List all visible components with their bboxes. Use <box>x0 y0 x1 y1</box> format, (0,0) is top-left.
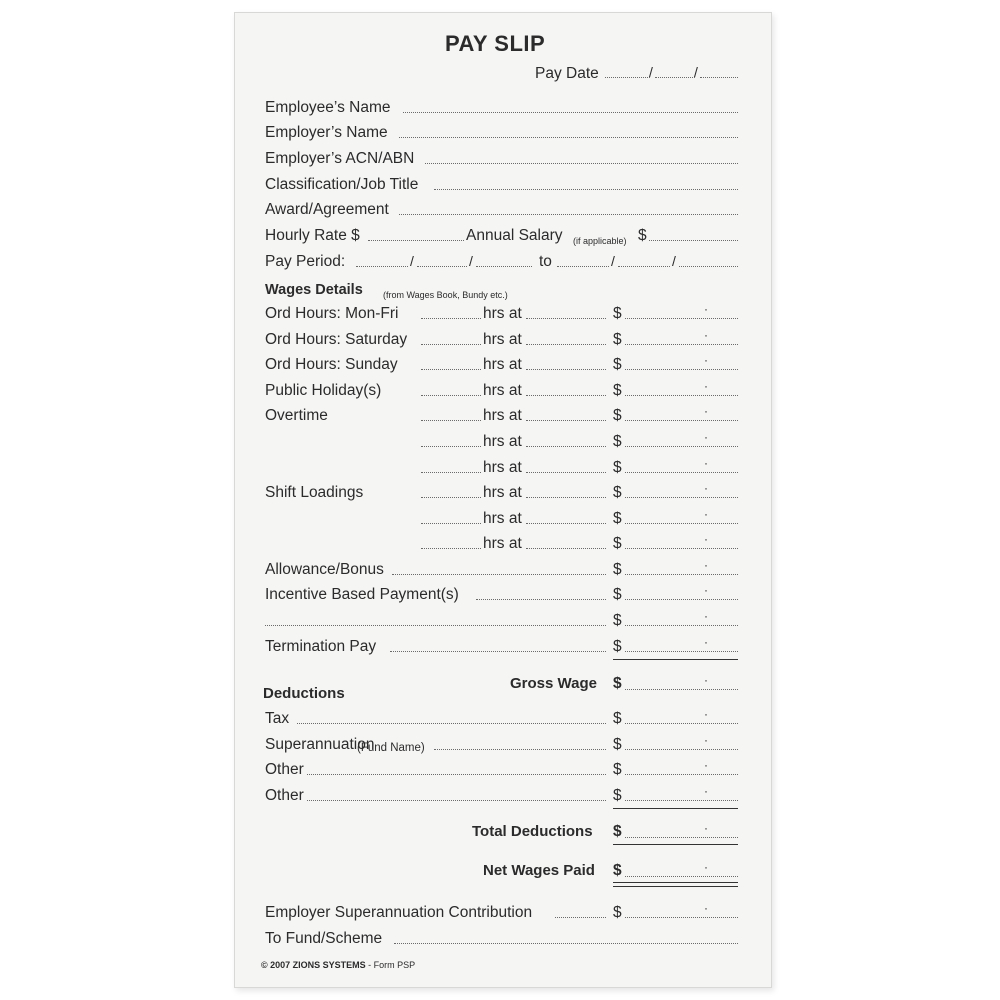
decimal-point: · <box>704 609 708 623</box>
net-wages-label: Net Wages Paid <box>483 862 595 879</box>
gross-wage-amount-field[interactable] <box>625 689 738 690</box>
other-description-field[interactable] <box>307 800 606 801</box>
wages-details-note: (from Wages Book, Bundy etc.) <box>383 290 508 300</box>
termination-label: Termination Pay <box>265 638 377 655</box>
award-label: Award/Agreement <box>265 201 389 218</box>
total-deductions-amount-field[interactable] <box>625 837 738 838</box>
wage-row-hours-field[interactable] <box>421 344 481 345</box>
pay-period-end-month[interactable] <box>618 266 670 267</box>
net-wages-double-rule <box>613 886 738 887</box>
decimal-point: · <box>704 821 708 835</box>
other-label: Other <box>265 761 304 778</box>
award-field[interactable] <box>399 214 738 215</box>
allowance-amount-field[interactable] <box>625 574 738 575</box>
wage-row-hours-field[interactable] <box>421 472 481 473</box>
pay-date-label: Pay Date <box>535 65 599 82</box>
decimal-point: · <box>704 404 708 418</box>
dollar-sign: $ <box>613 433 622 450</box>
wage-row-hours-field[interactable] <box>421 548 481 549</box>
wage-row-amount-field[interactable] <box>625 548 738 549</box>
decimal-point: · <box>704 758 708 772</box>
super-amount-field[interactable] <box>625 749 738 750</box>
to-label: to <box>539 253 552 270</box>
dollar-sign: $ <box>638 227 647 244</box>
annual-salary-field[interactable] <box>649 240 738 241</box>
dollar-sign: $ <box>613 510 622 527</box>
incentive-amount-field[interactable] <box>625 599 738 600</box>
wage-row-rate-field[interactable] <box>526 318 606 319</box>
wage-row-rate-field[interactable] <box>526 420 606 421</box>
wage-row-amount-field[interactable] <box>625 369 738 370</box>
fund-name-note: (Fund Name) <box>357 742 425 754</box>
pay-date-day-field[interactable] <box>605 77 650 78</box>
dollar-sign: $ <box>613 331 622 348</box>
wage-row-hours-field[interactable] <box>421 395 481 396</box>
hrs-at-label: hrs at <box>483 459 522 476</box>
dollar-sign: $ <box>613 787 622 804</box>
date-separator: / <box>672 253 676 269</box>
decimal-point: · <box>704 353 708 367</box>
wage-row-amount-field[interactable] <box>625 497 738 498</box>
wage-row-rate-field[interactable] <box>526 395 606 396</box>
dollar-sign: $ <box>613 761 622 778</box>
employer-acn-label: Employer’s ACN/ABN <box>265 150 415 167</box>
employee-name-label: Employee’s Name <box>265 99 391 116</box>
wage-row-amount-field[interactable] <box>625 344 738 345</box>
extra-amount-field[interactable] <box>625 625 738 626</box>
wage-row-rate-field[interactable] <box>526 497 606 498</box>
form-title: PAY SLIP <box>445 31 546 56</box>
super-fund-name-field[interactable] <box>434 749 606 750</box>
wage-row-label: Ord Hours: Mon-Fri <box>265 305 399 322</box>
dollar-sign: $ <box>613 862 622 879</box>
decimal-point: · <box>704 707 708 721</box>
wage-row-hours-field[interactable] <box>421 523 481 524</box>
employer-super-leader <box>555 917 606 918</box>
wage-row-hours-field[interactable] <box>421 420 481 421</box>
classification-label: Classification/Job Title <box>265 176 419 193</box>
wage-row-hours-field[interactable] <box>421 318 481 319</box>
dollar-sign: $ <box>613 736 622 753</box>
tax-amount-field[interactable] <box>625 723 738 724</box>
wage-row-rate-field[interactable] <box>526 472 606 473</box>
annual-salary-label: Annual Salary <box>466 227 563 244</box>
hrs-at-label: hrs at <box>483 407 522 424</box>
wage-row-amount-field[interactable] <box>625 446 738 447</box>
total-deductions-rule <box>613 844 738 845</box>
wage-row-hours-field[interactable] <box>421 497 481 498</box>
wage-row-amount-field[interactable] <box>625 395 738 396</box>
net-wages-amount-field[interactable] <box>625 876 738 877</box>
decimal-point: · <box>704 784 708 798</box>
decimal-point: · <box>704 635 708 649</box>
date-separator: / <box>611 253 615 269</box>
other-amount-field[interactable] <box>625 800 738 801</box>
decimal-point: · <box>704 302 708 316</box>
dollar-sign: $ <box>613 305 622 322</box>
hourly-rate-field[interactable] <box>368 240 464 241</box>
hrs-at-label: hrs at <box>483 382 522 399</box>
footer-form-code: - Form PSP <box>365 960 416 970</box>
dollar-sign: $ <box>613 484 622 501</box>
wage-row-label: Overtime <box>265 407 328 424</box>
pay-period-start-month[interactable] <box>417 266 467 267</box>
decimal-point: · <box>704 328 708 342</box>
date-separator: / <box>649 64 653 80</box>
decimal-point: · <box>704 673 708 687</box>
dollar-sign: $ <box>613 356 622 373</box>
decimal-point: · <box>704 507 708 521</box>
wage-row-rate-field[interactable] <box>526 548 606 549</box>
footer-credit <box>261 959 415 971</box>
decimal-point: · <box>704 456 708 470</box>
hrs-at-label: hrs at <box>483 510 522 527</box>
decimal-point: · <box>704 860 708 874</box>
wage-row-rate-field[interactable] <box>526 344 606 345</box>
hrs-at-label: hrs at <box>483 331 522 348</box>
employer-acn-field[interactable] <box>425 163 738 164</box>
hrs-at-label: hrs at <box>483 535 522 552</box>
date-separator: / <box>410 253 414 269</box>
employee-name-field[interactable] <box>403 112 738 113</box>
wage-row-amount-field[interactable] <box>625 420 738 421</box>
wage-row-amount-field[interactable] <box>625 318 738 319</box>
subtotal-rule <box>613 659 738 660</box>
other-label: Other <box>265 787 304 804</box>
decimal-point: · <box>704 901 708 915</box>
dollar-sign: $ <box>613 710 622 727</box>
pay-period-start-day[interactable] <box>356 266 408 267</box>
employer-name-field[interactable] <box>399 137 738 138</box>
pay-date-month-field[interactable] <box>655 77 695 78</box>
tax-label: Tax <box>265 710 290 727</box>
tax-leader <box>297 723 606 724</box>
wage-row-amount-field[interactable] <box>625 523 738 524</box>
deductions-heading: Deductions <box>263 685 345 702</box>
to-fund-field[interactable] <box>394 943 738 944</box>
super-label: Superannuation <box>265 736 375 753</box>
dollar-sign: $ <box>613 675 622 692</box>
dollar-sign: $ <box>613 612 622 629</box>
dollar-sign: $ <box>613 459 622 476</box>
wage-row-label: Shift Loadings <box>265 484 364 501</box>
decimal-point: · <box>704 430 708 444</box>
dollar-sign: $ <box>613 904 622 921</box>
wage-row-label: Ord Hours: Saturday <box>265 331 408 348</box>
extra-description-field[interactable] <box>265 625 606 626</box>
wage-row-hours-field[interactable] <box>421 369 481 370</box>
deductions-rule <box>613 808 738 809</box>
dollar-sign: $ <box>613 638 622 655</box>
employer-super-amount-field[interactable] <box>625 917 738 918</box>
wage-row-hours-field[interactable] <box>421 446 481 447</box>
dollar-sign: $ <box>613 561 622 578</box>
wage-row-rate-field[interactable] <box>526 446 606 447</box>
dollar-sign: $ <box>613 535 622 552</box>
employer-name-label: Employer’s Name <box>265 124 388 141</box>
decimal-point: · <box>704 532 708 546</box>
dollar-sign: $ <box>613 586 622 603</box>
dollar-sign: $ <box>613 382 622 399</box>
wage-row-label: Public Holiday(s) <box>265 382 382 399</box>
pay-slip-form <box>234 12 772 988</box>
if-applicable-note: (if applicable) <box>573 236 627 246</box>
wage-row-rate-field[interactable] <box>526 523 606 524</box>
pay-period-end-day[interactable] <box>557 266 609 267</box>
date-separator: / <box>694 64 698 80</box>
employer-super-label: Employer Superannuation Contribution <box>265 904 533 921</box>
gross-wage-label: Gross Wage <box>510 675 597 692</box>
hrs-at-label: hrs at <box>483 484 522 501</box>
decimal-point: · <box>704 481 708 495</box>
pay-period-end-year[interactable] <box>679 266 738 267</box>
total-deductions-label: Total Deductions <box>472 823 593 840</box>
termination-amount-field[interactable] <box>625 651 738 652</box>
dollar-sign: $ <box>613 407 622 424</box>
date-separator: / <box>469 253 473 269</box>
hrs-at-label: hrs at <box>483 356 522 373</box>
decimal-point: · <box>704 558 708 572</box>
wages-details-heading: Wages Details <box>265 282 363 298</box>
classification-field[interactable] <box>434 189 738 190</box>
pay-period-label: Pay Period: <box>265 253 346 270</box>
dollar-sign: $ <box>613 823 622 840</box>
decimal-point: · <box>704 733 708 747</box>
to-fund-label: To Fund/Scheme <box>265 930 383 947</box>
wage-row-rate-field[interactable] <box>526 369 606 370</box>
decimal-point: · <box>704 379 708 393</box>
decimal-point: · <box>704 583 708 597</box>
termination-leader <box>390 651 606 652</box>
other-amount-field[interactable] <box>625 774 738 775</box>
footer-copyright: © 2007 ZIONS SYSTEMS <box>261 960 366 970</box>
net-wages-rule <box>613 882 738 883</box>
hrs-at-label: hrs at <box>483 433 522 450</box>
incentive-leader <box>476 599 606 600</box>
other-description-field[interactable] <box>307 774 606 775</box>
wage-row-label: Ord Hours: Sunday <box>265 356 398 373</box>
allowance-leader <box>392 574 606 575</box>
hourly-rate-label: Hourly Rate $ <box>265 227 360 244</box>
incentive-label: Incentive Based Payment(s) <box>265 586 459 603</box>
pay-period-start-year[interactable] <box>476 266 532 267</box>
allowance-label: Allowance/Bonus <box>265 561 384 578</box>
hrs-at-label: hrs at <box>483 305 522 322</box>
pay-date-year-field[interactable] <box>700 77 738 78</box>
wage-row-amount-field[interactable] <box>625 472 738 473</box>
